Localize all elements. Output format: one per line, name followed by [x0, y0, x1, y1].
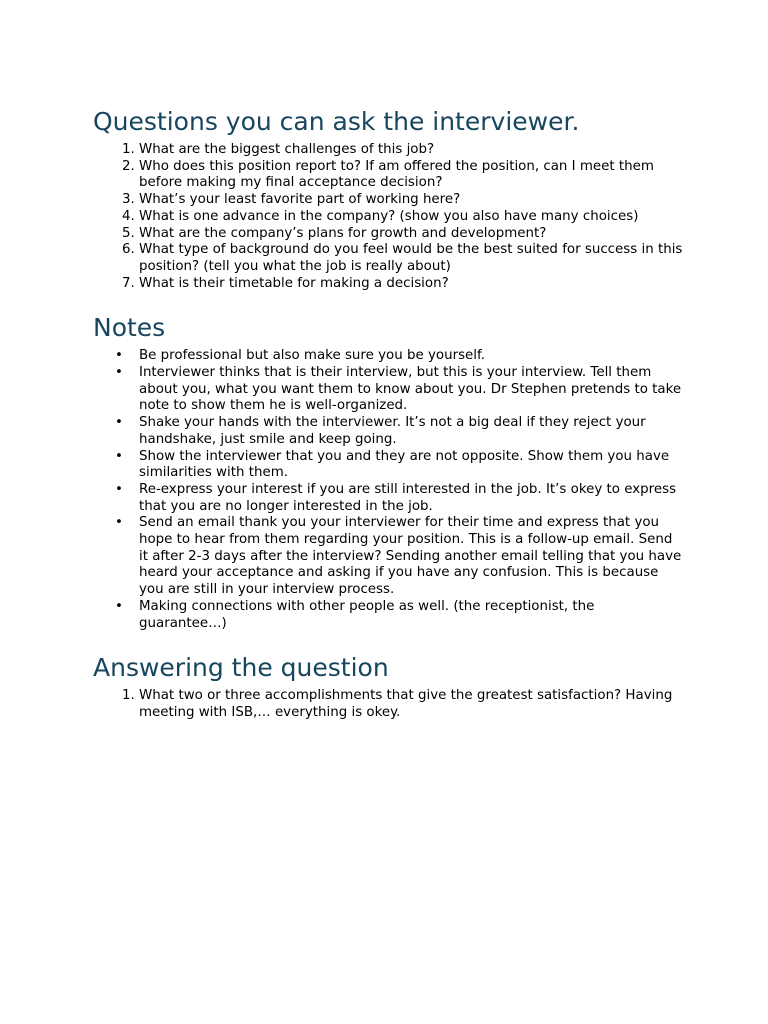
- list-item-text: Making connections with other people as well. (the receptionist, the guarantee…): [139, 598, 595, 631]
- list-item: 1. What are the biggest challenges of this job?: [139, 142, 683, 159]
- answering-heading: Answering the question: [93, 653, 389, 683]
- list-item-text: Shake your hands with the interviewer. It’s not a big deal if they reject your handshake, just smile and keep going.: [139, 415, 646, 447]
- list-item-text: Re-express your interest if you are still interested in the job. It’s okey to express that you are no longer interested in the job.: [139, 481, 677, 514]
- notes-list: [93, 348, 683, 632]
- answering-list: [93, 688, 683, 721]
- bullet-icon: •: [115, 481, 123, 497]
- list-item: 1. What two or three accomplishments that give the greatest satisfaction? Having meeting with ISB,… everything is okey.: [139, 688, 683, 721]
- bullet-icon: •: [115, 348, 123, 364]
- bullet-icon: •: [115, 598, 123, 614]
- list-item-text: Interviewer thinks that is their interview, but this is your interview. Tell them about you, what you want them to know about you. Dr Stephen pretends to take note to show them he is well-organized.: [139, 365, 682, 414]
- bullet-icon: •: [115, 448, 123, 464]
- list-item: [115, 481, 683, 515]
- notes-section: [93, 312, 683, 632]
- list-item: [115, 348, 683, 365]
- list-item: 2. Who does this position report to? If am offered the position, can I meet them before making my final acceptance decision?: [139, 159, 683, 192]
- list-item: [115, 365, 683, 415]
- list-item: [115, 598, 683, 632]
- list-item: 6. What type of background do you feel would be the best suited for success in this position? (tell you what the job is really about): [139, 242, 683, 275]
- list-item: 5. What are the company’s plans for growth and development?: [139, 226, 683, 243]
- list-item: [115, 448, 683, 482]
- questions-heading: Questions you can ask the interviewer.: [93, 107, 580, 136]
- list-item-text: Be professional but also make sure you be yourself.: [139, 348, 486, 364]
- list-item: 7. What is their timetable for making a decision?: [139, 276, 683, 293]
- questions-section: [93, 106, 683, 292]
- bullet-icon: •: [115, 365, 123, 381]
- list-item: [115, 515, 683, 599]
- bullet-icon: •: [115, 515, 123, 531]
- document-page: [93, 106, 683, 722]
- answering-section: [93, 652, 683, 721]
- notes-heading: Notes: [93, 313, 166, 343]
- questions-list: [93, 142, 683, 292]
- list-item-text: Show the interviewer that you and they are not opposite. Show them you have similarities with them.: [139, 448, 670, 481]
- list-item-text: Send an email thank you your interviewer for their time and express that you hope to hear from them regarding your position. This is a follow-up email. Send it after 2-3 days after the interview? Sending another email telling that you have heard your acceptance and asking if you have any confusion. This is because you are still in your interview process.: [139, 515, 682, 598]
- list-item: 3. What’s your least favorite part of working here?: [139, 192, 683, 209]
- list-item: [115, 415, 683, 448]
- list-item: 4. What is one advance in the company? (show you also have many choices): [139, 209, 683, 226]
- bullet-icon: •: [115, 415, 123, 431]
